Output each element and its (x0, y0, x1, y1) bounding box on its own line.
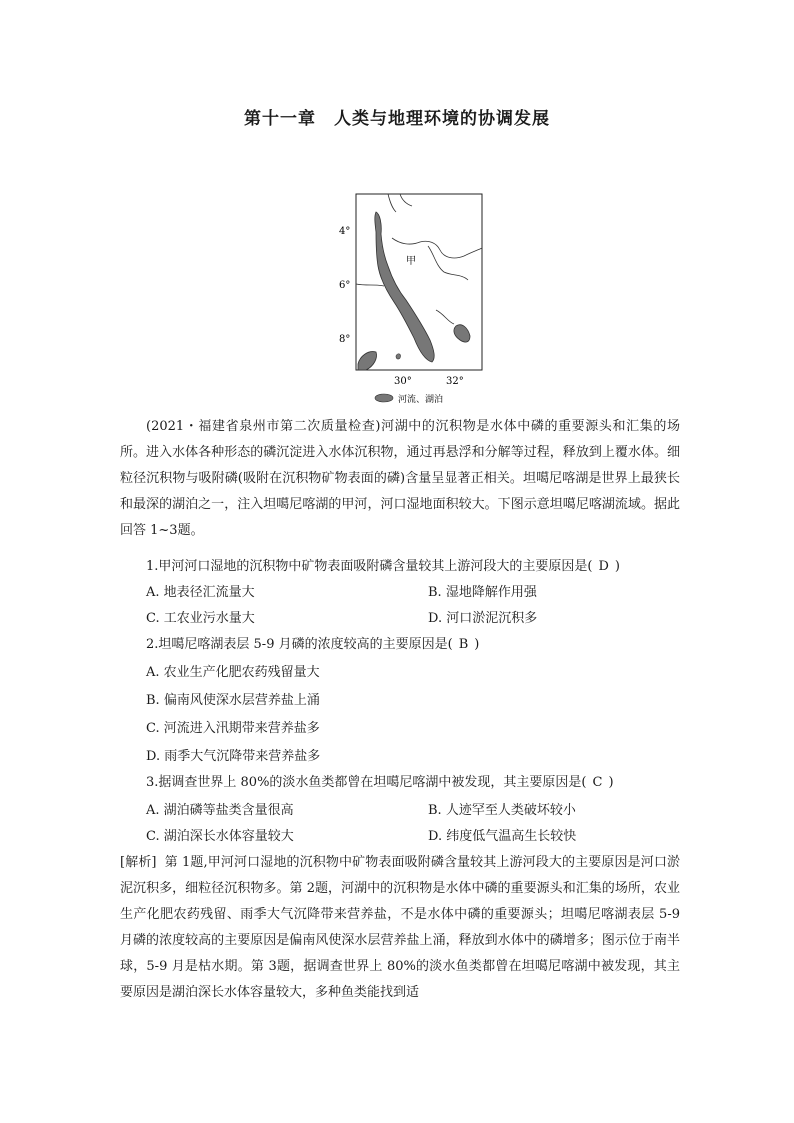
intro-paragraph: (2021・福建省泉州市第二次质量检查)河湖中的沉积物是水体中磷的重要源头和汇集的场所。进入水体各种形态的磷沉淀进入水体沉积物，通过再悬浮和分解等过程，释放到上覆水体。细粒径沉积物与吸附磷(吸附在沉积物矿物表面的磷)含量呈显著正相关。坦噶尼喀湖是世界上最狭长和最深的湖泊之一，注入坦噶尼喀湖的甲河，河口湿地面积较大。下图示意坦噶尼喀湖流域。据此回答 1~3题。 (120, 419, 680, 538)
page-title (0, 104, 794, 129)
analysis-tag: [解析] (120, 855, 157, 870)
q2-option-b: B. 偏南风使深水层营养盐上涌 (146, 693, 320, 708)
map-figure (336, 188, 496, 410)
q1-option-a: A. 地表径汇流量大 (146, 585, 255, 600)
q3-option-c: C. 湖泊深长水体容量较大 (146, 829, 294, 844)
q2-option-a: A. 农业生产化肥农药残留量大 (146, 665, 320, 680)
question-3-close: ) (608, 775, 614, 790)
q1-option-d: D. 河口淤泥沉积多 (428, 611, 538, 626)
analysis-text: 第 1题,甲河河口湿地的沉积物中矿物表面吸附磷含量较其上游河段大的主要原因是河口淤泥沉积多，细粒径沉积物多。第 2题，河湖中的沉积物是水体中磷的重要源头和汇集的场所，农业生产化肥农药残留、雨季大气沉降带来营养盐，不是水体中磷的重要源头；坦噶尼喀湖表层 5-9 月磷的浓度较高的主要原因是偏南风使深水层营养盐上涌，释放到水体中的磷增多；图示位于南半球，5-9 月是枯水期。第 3题，据调查世界上 80%的淡水鱼类都曾在坦噶尼喀湖中被发现，其主要原因是湖泊深长水体容量较大，多种鱼类能找到适 (120, 855, 680, 1000)
question-2 (146, 632, 479, 658)
q3-option-d: D. 纬度低气温高生长较快 (428, 829, 577, 844)
lat-label-4: 4° (339, 226, 351, 237)
analysis-paragraph (120, 850, 680, 1006)
lon-label-30: 30° (394, 376, 412, 387)
question-1-close: ) (614, 559, 620, 574)
place-label-jia: 甲 (406, 256, 416, 267)
q1-option-c: C. 工农业污水量大 (146, 611, 255, 626)
q1-option-b: B. 湿地降解作用强 (428, 585, 537, 600)
question-2-answer: B (458, 637, 469, 652)
lake-small (396, 354, 401, 359)
question-3-stem: 3.据调查世界上 80%的淡水鱼类都曾在坦噶尼喀湖中被发现，其主要原因是( (146, 775, 587, 790)
lat-label-6: 6° (339, 280, 351, 291)
question-1-answer: D (598, 559, 609, 574)
chapter-number: 第十一章 (244, 109, 316, 129)
lat-label-8: 8° (339, 334, 351, 345)
q2-option-c: C. 河流进入汛期带来营养盐多 (146, 721, 320, 736)
legend-swatch (375, 394, 393, 402)
question-3 (146, 770, 614, 796)
q3-option-a: A. 湖泊磷等盐类含量很高 (146, 803, 294, 818)
question-1 (146, 554, 620, 580)
question-3-answer: C (592, 775, 603, 790)
legend-label: 河流、湖泊 (398, 395, 444, 405)
chapter-name: 人类与地理环境的协调发展 (334, 109, 550, 129)
tanganyika-basin-map (336, 188, 496, 410)
q2-option-d: D. 雨季大气沉降带来营养盐多 (146, 749, 321, 764)
question-1-stem: 1.甲河河口湿地的沉积物中矿物表面吸附磷含量较其上游河段大的主要原因是( (146, 559, 593, 574)
lon-label-32: 32° (446, 376, 464, 387)
q3-option-b: B. 人迹罕至人类破坏较小 (428, 803, 576, 818)
question-2-close: ) (474, 637, 480, 652)
question-2-stem: 2.坦噶尼喀湖表层 5-9 月磷的浓度较高的主要原因是( (146, 637, 453, 652)
